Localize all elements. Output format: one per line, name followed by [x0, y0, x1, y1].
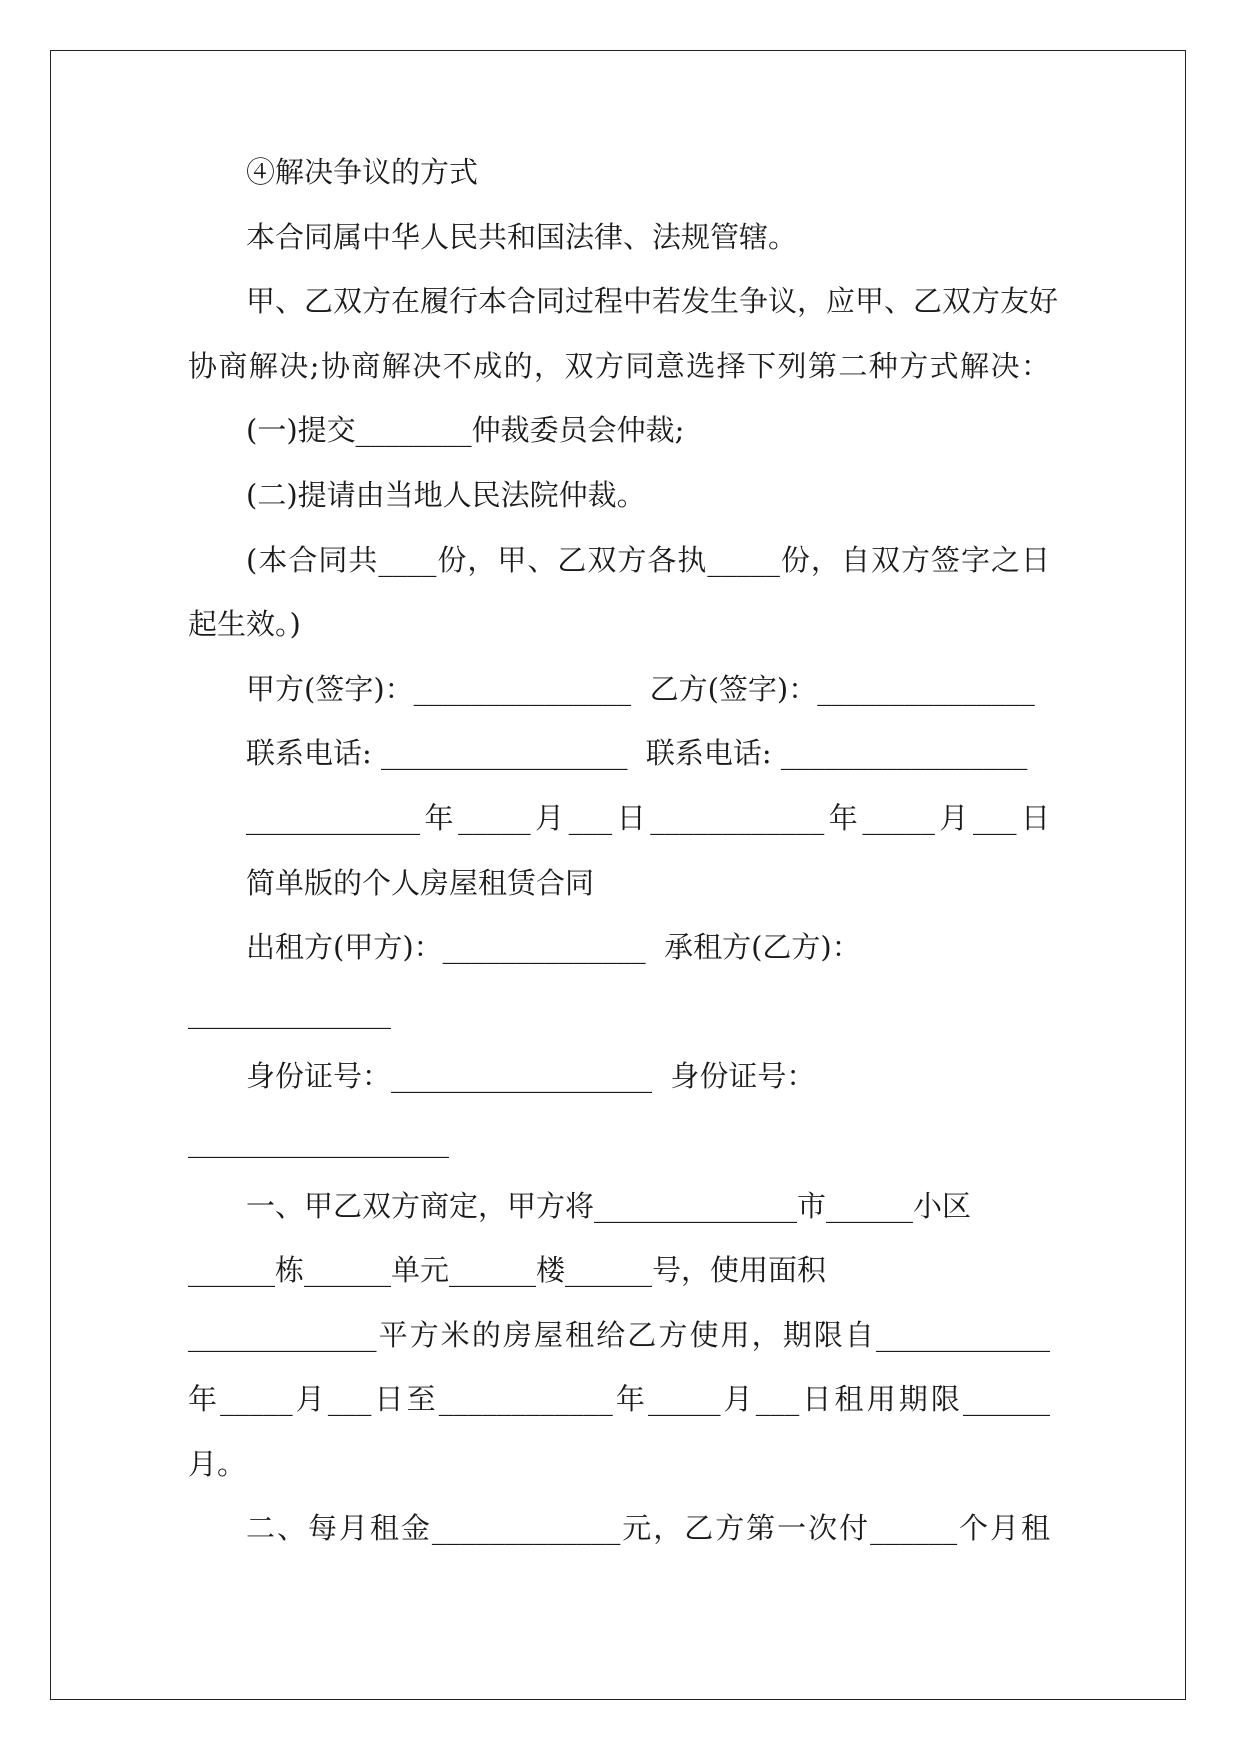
text-line: 月。 [188, 1446, 247, 1481]
text-line: (二)提请由当地人民法院仲裁。 [246, 477, 646, 512]
text-line: 一、甲乙双方商定，甲方将______________市______小区 [246, 1188, 972, 1223]
text-line: 二、每月租金_____________元，乙方第一次付______个月租 [246, 1511, 1050, 1546]
text-line: ④解决争议的方式 [246, 155, 479, 189]
text-line: ______________ [188, 994, 391, 1029]
text-line: _____________平方米的房屋租给乙方使用，期限自____________ [188, 1317, 1050, 1352]
text-line: 联系电话: _________________ 联系电话: _________________ [246, 736, 1028, 771]
text-line: ______栋______单元______楼______号，使用面积 [188, 1253, 827, 1288]
text-line: 甲、乙双方在履行本合同过程中若发生争议，应甲、乙双方友好 [246, 284, 1059, 319]
text-line: (一)提交________仲裁委员会仲裁; [246, 413, 685, 448]
text-line: 甲方(签字)：_______________ 乙方(签字)：_______________ [246, 671, 1035, 706]
text-line: 起生效。) [188, 607, 301, 642]
text-line: 本合同属中华人民共和国法律、法规管辖。 [246, 219, 798, 254]
text-line: 身份证号：__________________ 身份证号： [246, 1059, 816, 1094]
text-line: 年_____月___日至____________年_____月___日租用期限______ [188, 1382, 1050, 1417]
text-line: 简单版的个人房屋租赁合同 [246, 865, 595, 900]
text-line: ____________年_____月___日____________年_____月___日 [246, 800, 1050, 835]
text-line: (本合同共____份，甲、乙双方各执_____份，自双方签字之日 [246, 542, 1050, 577]
text-line: 协商解决;协商解决不成的，双方同意选择下列第二种方式解决： [188, 348, 1050, 383]
document-body [188, 140, 1059, 1561]
text-line: 出租方(甲方)：______________ 承租方(乙方)： [246, 930, 861, 965]
text-line: __________________ [188, 1123, 449, 1158]
